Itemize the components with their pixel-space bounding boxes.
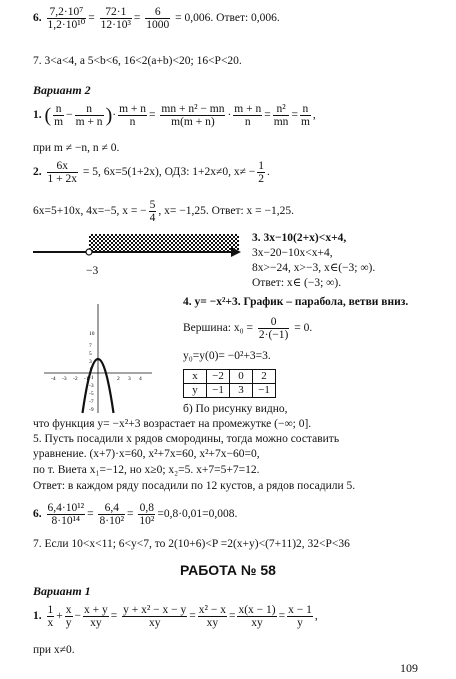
x-tick-label: -2 (73, 376, 78, 382)
y-tick-label: -9 (89, 407, 94, 413)
solution-2-line: 2. $\frac{6x}{1 + 2x}$ = 5, 6x=5(1+2x), ОДЗ: 1+2x≠0, x≠ − $\frac{1}{2}$ . (33, 160, 270, 185)
solution-4-line-1: 4. y= −x²+3. График – парабола, ветви вниз. (183, 296, 409, 308)
fraction: $\frac{72\cdot 1}{\text{12·10³}}$ (100, 6, 131, 31)
solution-5-line-1: 5. Пусть посадили x рядов смородины, тогда можно составить (33, 433, 340, 445)
y-tick-label: -3 (89, 383, 94, 389)
table-cell: −1 (253, 384, 276, 398)
page-number: 109 (400, 661, 418, 675)
x-tick-label: -4 (51, 376, 56, 382)
y-tick-label: -5 (89, 391, 94, 397)
solution-7-line: 7. 3<a<4, а 5<b<6, 16<2(a+b)<20; 16<P<20. (33, 55, 242, 67)
x-tick-label: 3 (128, 376, 131, 382)
x-tick-label: 4 (139, 376, 142, 382)
table-cell: y (184, 384, 207, 398)
x-tick-label: 2 (117, 376, 120, 382)
solution-1-line: 1. ( $\frac{n}{m}$ − $\frac{n}{m + n}$ )· $\frac{m + n}{n}$ = $\frac{\text{mn + n² − mn}}{m(m + n)}$ · $\frac{m + n}{n}$ = $\frac{\text{n²}}{mn}$ = $\frac{n}{m}$ , (33, 103, 316, 128)
solution-6-line: 6. $\frac{\text{7,2·10⁷}}{\text{1,2·10¹⁰}}$ = $\frac{72\cdot 1}{\text{12·10³}}$ = $\frac{6}{1000}$ = 0,006. Ответ: 0,006. (33, 6, 280, 31)
y-tick-label: 5 (89, 351, 92, 357)
y-tick-label: 3 (89, 359, 92, 365)
table-cell: 0 (230, 370, 253, 384)
x-tick-label: -1 (84, 376, 89, 382)
y-tick-label: 1 (89, 367, 92, 373)
solution-4-line-6: что функция y= −x²+3 возрастает на промежутке (−∞; 0]. (33, 418, 312, 430)
solution-3-line-1: 3. 3x−10(2+x)<x+4, (252, 232, 347, 244)
variant-heading: Вариант 2 (33, 83, 91, 97)
table-cell: x (184, 370, 207, 384)
solution-3-line-3: 8x>−24, x>−3, x∈(−3; ∞). (252, 262, 376, 274)
y-tick-label: -7 (89, 399, 94, 405)
solution-3-line-2: 3x−20−10x<x+4, (252, 247, 333, 259)
section-title: РАБОТА № 58 (180, 562, 276, 578)
answer-text: = 0,006. Ответ: 0,006. (175, 11, 280, 24)
variant-heading: Вариант 1 (33, 584, 91, 598)
table-cell: 3 (230, 384, 253, 398)
table-row (184, 370, 276, 384)
x-tick-label: -3 (62, 376, 67, 382)
solution-4-line-5: б) По рисунку видно, (183, 403, 288, 415)
solution-3-answer: Ответ: x∈ (−3; ∞). (252, 277, 342, 289)
x-tick-labels (51, 376, 142, 382)
solution-5-answer: Ответ: в каждом ряду посадили по 12 кустов, а рядов посадили 5. (33, 480, 356, 492)
solution-7b-line: 7. Если 10<x<11; 6<y<7, то 2(10+6)<P =2(x+y)<(7+11)2, 32<P<36 (33, 538, 350, 550)
value-table (183, 369, 276, 398)
y-tick-label: 7 (89, 343, 92, 349)
item-number: 6. (33, 11, 42, 24)
vertex-line: Вершина: x₀ = $\frac{0}{2\cdot(-1)}$ = 0. (183, 316, 313, 341)
table-cell: −1 (207, 384, 230, 398)
y-tick-label: -1 (89, 375, 94, 381)
shaded-region (89, 234, 239, 252)
number-line-diagram (33, 228, 243, 280)
solution-5-line-2: уравнение. (x+7)·x=60, x²+7x=60, x²+7x−60=0, (33, 448, 260, 460)
x-tick-label: 1 (106, 376, 109, 382)
fraction: $\frac{\text{7,2·10⁷}}{\text{1,2·10¹⁰}}$ (47, 6, 86, 31)
table-row (184, 384, 276, 398)
solution-2-continued: 6x=5+10x, 4x=−5, x = − $\frac{5}{4}$ , x= −1,25. Ответ: x = −1,25. (33, 199, 295, 224)
solution-6b-line: 6. $\frac{\text{6,4·10¹²}}{\text{8·10¹⁴}}$ = $\frac{6,4}{\text{8·10²}}$ = $\frac{0,8}{\text{10²}}$ =0,8·0,01=0,008. (33, 502, 238, 527)
y0-line: y₀=y(0)= −0²+3=3. (183, 350, 271, 362)
y-tick-label: 10 (89, 331, 95, 337)
fraction: $\frac{6}{1000}$ (146, 6, 170, 31)
table-cell: −2 (207, 370, 230, 384)
solution-1b-line: 1. $\frac{1}{x}$ + $\frac{x}{y}$ − $\frac{x + y}{xy}$ = $\frac{\text{y + x² − x − y}}{xy}$ = $\frac{\text{x² − x}}{xy}$ = $\frac{x(x - 1)}{xy}$ = $\frac{x - 1}{y}$ , (33, 604, 318, 629)
solution-5-line-3: по т. Виета x₁=−12, но x≥0; x₂=5. x+7=5+7=12. (33, 464, 260, 476)
number-line-label: −3 (86, 265, 99, 277)
parabola-graph (40, 300, 155, 415)
condition-line: при m ≠ −n, n ≠ 0. (33, 142, 120, 154)
table-cell: 2 (253, 370, 276, 384)
open-point (86, 249, 92, 255)
condition-line: при x≠0. (33, 644, 75, 656)
